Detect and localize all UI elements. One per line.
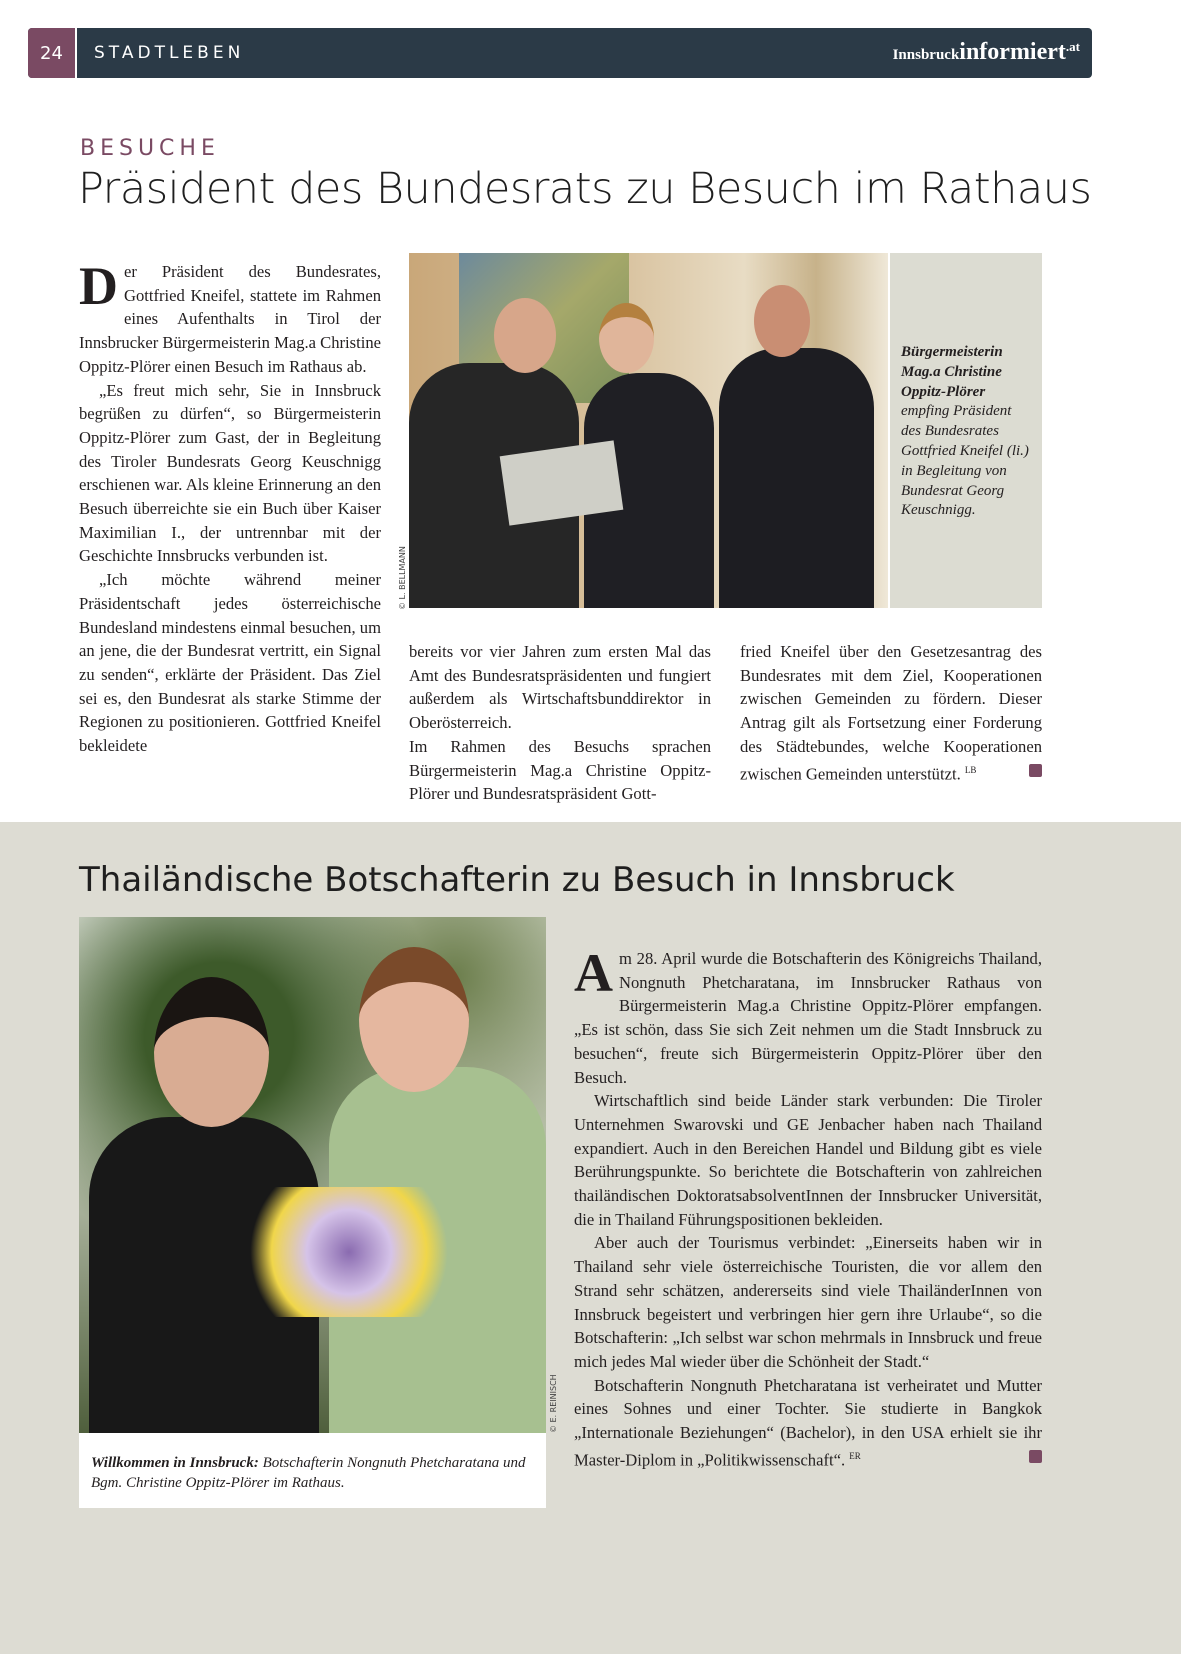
article1-column-3: fried Kneifel über den Gesetzesantrag des Bundesrates mit dem Ziel, Kooperationen zwischen Gemeinden zu fördern. Dieser Antrag gilt als Fortsetzung einer Forderung des Städtebundes, welche Kooperationen zwischen Gemeinden unterstützt. $^{LB}$ [740, 642, 1042, 784]
section-label: STADTLEBEN [94, 43, 245, 63]
drop-cap: D [79, 256, 118, 316]
photo-credit: © E. REINISCH [549, 1374, 558, 1433]
article1-column-2: bereits vor vier Jahren zum ersten Mal das Amt des Bundesratspräsidenten und fungiert außerdem als Wirtschaftsbunddirektor in Oberösterreich. Im Rahmen des Besuchs sprachen Bürgermeisterin Mag.a Christine Oppitz-Plörer und Bundesratspräsident Gott- [409, 642, 711, 804]
article1-column-1: Der Präsident des Bundesrates, Gottfried Kneifel, stattete im Rahmen eines Aufenthalts in Tirol der Innsbrucker Bürgermeisterin Mag.a Christine Oppitz-Plörer einen Besuch im Rathaus ab. „Es freut mich sehr, Sie in Innsbruck begrüßen zu dürfen“, so Bürgermeisterin Oppitz-Plörer zum Gast, der in Begleitung des Tiroler Bundesrats Georg Keuschnigg erschienen war. Als kleine Erinnerung an den Besuch überreichte sie ein Buch über Kaiser Maximilian I., der untrennbar mit der Geschichte Innsbrucks verbunden ist. „Ich möchte während meiner Präsidentschaft jedes österreichische Bundesland mindestens einmal besuchen, um an jene, die der Bundesrat vertritt, ein Signal zu senden“, erklärte der Präsident. Das Ziel sei es, den Bundesrat als starke Stimme der Regionen zu positionieren. Gottfried Kneifel bekleidete [79, 256, 381, 756]
photo-caption: Bürgermeisterin Mag.a Christine Oppitz-Plörer empfing Präsident des Bundesrates Gottfried Kneifel (li.) in Begleitung von Bundesrat Georg Keuschnigg. [890, 253, 1042, 608]
photo-bundesrat-visit [409, 253, 888, 608]
photo-credit: © L. BELLMANN [398, 546, 407, 610]
end-mark-icon [1029, 764, 1042, 777]
article-kicker: BESUCHE [80, 136, 220, 161]
photo-caption: Willkommen in Innsbruck: Botschafterin Nongnuth Phetcharatana und Bgm. Christine Oppitz-Plörer im Rathaus. [79, 1433, 546, 1508]
article-title: Thailändische Botschafterin zu Besuch in Innsbruck [79, 860, 955, 900]
article2-text: Am 28. April wurde die Botschafterin des Königreichs Thailand, Nongnuth Phetcharatana, im Innsbrucker Rathaus von Bürgermeisterin Mag.a Christine Oppitz-Plörer empfangen. „Es ist schön, dass Sie sich Zeit nehmen um die Stadt Innsbruck zu besuchen“, freute sich Bürgermeisterin Oppitz-Plörer über den Besuch. Wirtschaftlich sind beide Länder stark verbunden: Die Tiroler Unternehmen Swarovski und GE Jenbacher haben nach Thailand expandiert. Auch in den Bereichen Handel und Bildung gibt es viele Berührungspunkte. So berichtete die Botschafterin von zahlreichen thailändischen DoktoratsabsolventInnen der Innsbrucker Universität, die in Thailand Führungspositionen bekleiden. Aber auch der Tourismus verbindet: „Einerseits haben wir in Thailand sehr viele österreichische Touristen, die vor allem den Strand sehr schätzen, andererseits sind viele ThailänderInnen von Innsbruck begeistert und verbringen hier gern ihre Urlaube“, so die Botschafterin: „Ich selbst war schon mehrmals in Innsbruck und freue mich jedes Mal wieder über die Schönheit der Stadt.“ Botschafterin Nongnuth Phetcharatana ist verheiratet und Mutter eines Sohnes und einer Tochter. Sie studierte in Bangkok „Internationale Beziehungen“ (Bachelor), in den USA erhielt sie ihr Master-Diplom in „Politikwissenschaft“. $^{ER}$ [574, 943, 1042, 1470]
publication-logo: Innsbruckinformiert$^{.at}$ [892, 39, 1080, 65]
photo-ambassador-visit [79, 917, 546, 1433]
author-initials: LB [964, 764, 977, 775]
drop-cap: A [574, 943, 613, 1003]
page-number: 24 [28, 28, 77, 78]
author-initials: ER [849, 1450, 861, 1461]
article-title: Präsident des Bundesrats zu Besuch im Rathaus [78, 164, 1092, 214]
end-mark-icon [1029, 1450, 1042, 1463]
header-bar [28, 28, 1092, 78]
